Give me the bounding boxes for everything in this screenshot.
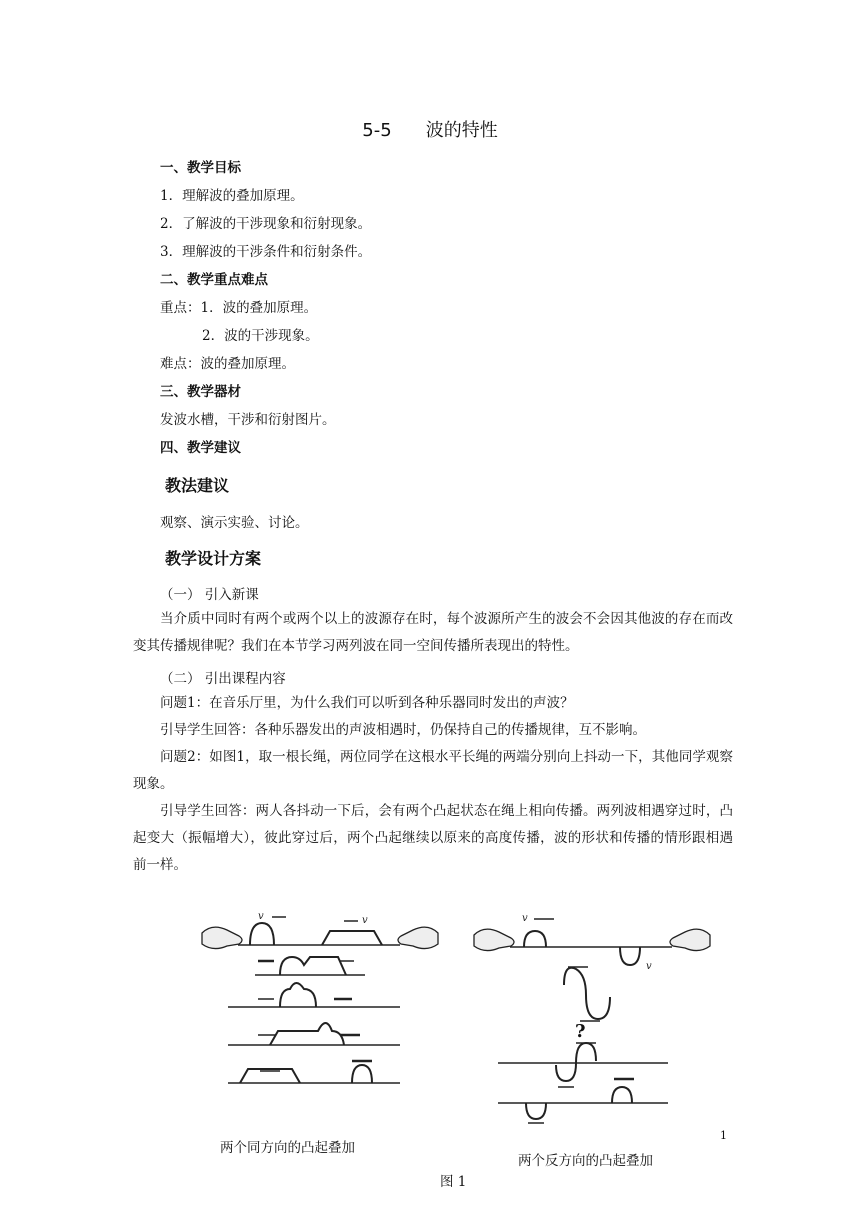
left-hand-icon <box>474 929 514 950</box>
answer-2: 引导学生回答：两人各抖动一下后，会有两个凸起状态在绳上相向传播。两列波相遇穿过时，凸起变大（振幅增大），彼此穿过后，两个凸起继续以原来的高度传播，波的形状和传播的情形跟相遇前一样。 <box>133 803 733 873</box>
opposite-direction-pulses-figure <box>472 905 717 1125</box>
design-heading: 教学设计方案 <box>165 549 262 568</box>
same-direction-pulses-figure <box>200 905 445 1110</box>
part2-heading: （二） 引出课程内容 <box>160 671 286 687</box>
difficulty-text: 难点：波的叠加原理。 <box>160 356 295 372</box>
goal-item: 1．理解波的叠加原理。 <box>160 188 304 204</box>
goals-heading: 一、教学目标 <box>160 160 241 176</box>
velocity-label: v <box>258 911 264 922</box>
advice-heading: 四、教学建议 <box>160 440 241 456</box>
goal-item: 2．了解波的干涉现象和衍射现象。 <box>160 216 372 232</box>
method-heading: 教法建议 <box>165 476 230 495</box>
left-figure-caption: 两个同方向的凸起叠加 <box>220 1140 355 1156</box>
question-1: 问题1：在音乐厅里，为什么我们可以听到各种乐器同时发出的声波？ <box>160 695 574 711</box>
figure-label: 图 1 <box>440 1174 467 1190</box>
question-mark: ? <box>575 1021 586 1042</box>
answer-1: 引导学生回答：各种乐器发出的声波相遇时，仍保持自己的传播规律，互不影响。 <box>160 722 646 738</box>
velocity-label: v <box>522 913 528 924</box>
velocity-label: v <box>646 961 652 972</box>
velocity-label: v <box>362 915 368 926</box>
question-2: 问题2：如图1，取一根长绳，两位同学在这根水平长绳的两端分别向上抖动一下，其他同学观察现象。 <box>133 749 733 792</box>
page-title <box>0 116 860 142</box>
page-number: 1 <box>720 1129 727 1142</box>
method-text: 观察、演示实验、讨论。 <box>160 515 309 531</box>
right-hand-icon <box>670 929 710 950</box>
key-point: 重点：1．波的叠加原理。 <box>160 300 318 316</box>
left-hand-icon <box>202 927 242 948</box>
part1-heading: （一） 引入新课 <box>160 587 259 603</box>
key-heading: 二、教学重点难点 <box>160 272 268 288</box>
right-figure-caption: 两个反方向的凸起叠加 <box>518 1153 653 1169</box>
part1-paragraph: 当介质中同时有两个或两个以上的波源存在时，每个波源所产生的波会不会因其他波的存在而改变其传播规律呢？我们在本节学习两列波在同一空间传播所表现出的特性。 <box>133 611 733 654</box>
right-hand-icon <box>398 927 438 948</box>
section-number: 5-5 <box>362 120 392 141</box>
equipment-text: 发波水槽，干涉和衍射图片。 <box>160 412 336 428</box>
title-text: 波的特性 <box>425 120 498 141</box>
goal-item: 3．理解波的干涉条件和衍射条件。 <box>160 244 372 260</box>
equipment-heading: 三、教学器材 <box>160 384 241 400</box>
key-point: 2．波的干涉现象。 <box>202 328 319 344</box>
